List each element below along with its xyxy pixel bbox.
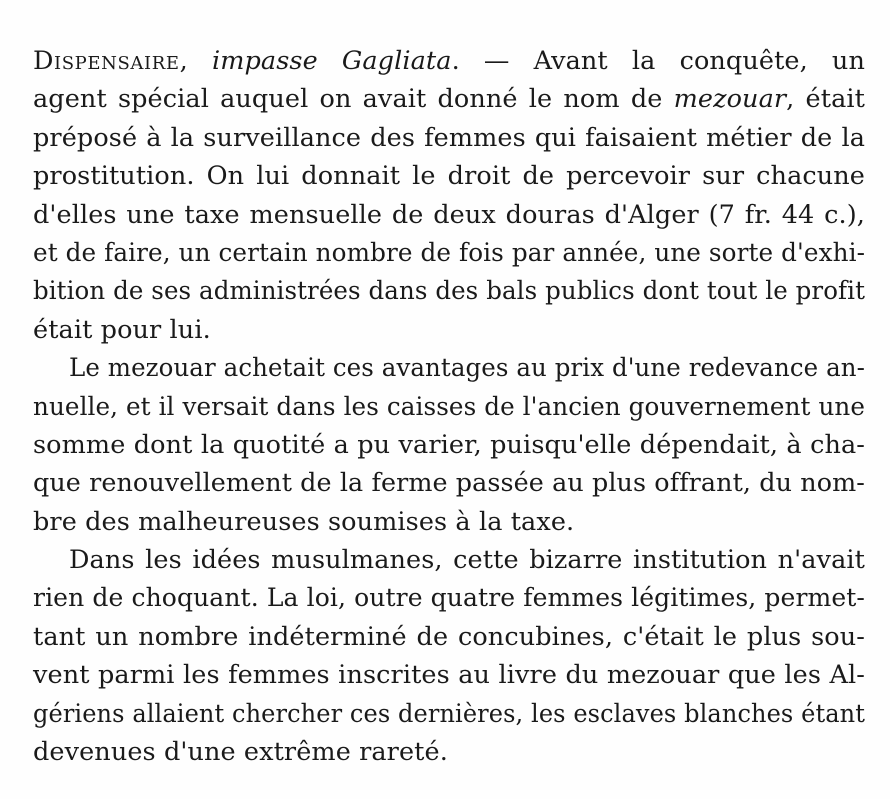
text-line	[33, 464, 865, 502]
line-text: agent spécial auquel on avait donné le nom de	[33, 84, 674, 115]
line-text: et de faire, un certain nombre de fois par année, une sorte d'exhi-	[33, 237, 866, 268]
line-text: d'elles une taxe mensuelle de deux douras d'Alger (7 fr. 44 c.),	[33, 199, 865, 230]
line-text: prostitution. On lui donnait le droit de percevoir sur chacune	[33, 161, 865, 192]
line-text: . — Avant la conquête, un	[451, 46, 865, 76]
line-text: devenues d'une extrême rareté.	[33, 737, 448, 768]
line-text: bre des malheureuses soumises à la taxe.	[33, 506, 575, 537]
paragraph-3	[33, 541, 865, 771]
line-text: bition de ses administrées dans des bals publics dont tout le profit	[33, 276, 866, 307]
text-line	[33, 311, 865, 349]
text-line	[33, 119, 865, 157]
line-text: tant un nombre indéterminé de concubines, c'était le plus sou-	[33, 621, 865, 652]
text-line	[33, 618, 865, 656]
line-text: nuelle, et il versait dans les caisses de l'ancien gouvernement une	[33, 391, 866, 422]
line-text: Le mezouar achetait ces avantages au prix d'une redevance an-	[69, 353, 865, 384]
line-text: Dans les idées musulmanes, cette bizarre institution n'avait	[69, 545, 865, 576]
line-text: somme dont la quotité a pu varier, puisqu'elle dépendait, à cha-	[33, 429, 865, 460]
text-line	[33, 503, 865, 541]
paragraph-2	[33, 349, 865, 541]
paragraph-1	[33, 42, 865, 349]
text-line	[33, 80, 865, 118]
text-line	[33, 272, 865, 310]
line-text: gériens allaient chercher ces dernières, les esclaves blanches étant	[33, 698, 866, 729]
line-text: rien de choquant. La loi, outre quatre femmes légitimes, permet-	[33, 583, 865, 614]
text-line	[33, 196, 865, 234]
text-line	[33, 388, 865, 426]
text-line	[33, 695, 865, 733]
text-line	[33, 426, 865, 464]
text-line	[33, 579, 865, 617]
line-text: vent parmi les femmes inscrites au livre du mezouar que les Al-	[33, 660, 865, 691]
text-line	[33, 733, 865, 771]
text-line	[33, 656, 865, 694]
italic-text: impasse Gagliata	[211, 46, 452, 76]
line-text: , était	[786, 84, 865, 115]
text-line	[33, 349, 865, 387]
body-text	[33, 42, 865, 771]
text-line	[33, 541, 865, 579]
text-line	[33, 157, 865, 195]
text-line	[33, 234, 865, 272]
heading-term: Dispensaire	[33, 46, 180, 76]
text-line	[33, 42, 865, 80]
line-text: était pour lui.	[33, 314, 211, 345]
line-text: préposé à la surveillance des femmes qui faisaient métier de la	[33, 122, 865, 153]
line-text: que renouvellement de la ferme passée au plus offrant, du nom-	[33, 468, 865, 499]
italic-text: mezouar	[673, 84, 787, 115]
line-text: ,	[179, 46, 212, 76]
